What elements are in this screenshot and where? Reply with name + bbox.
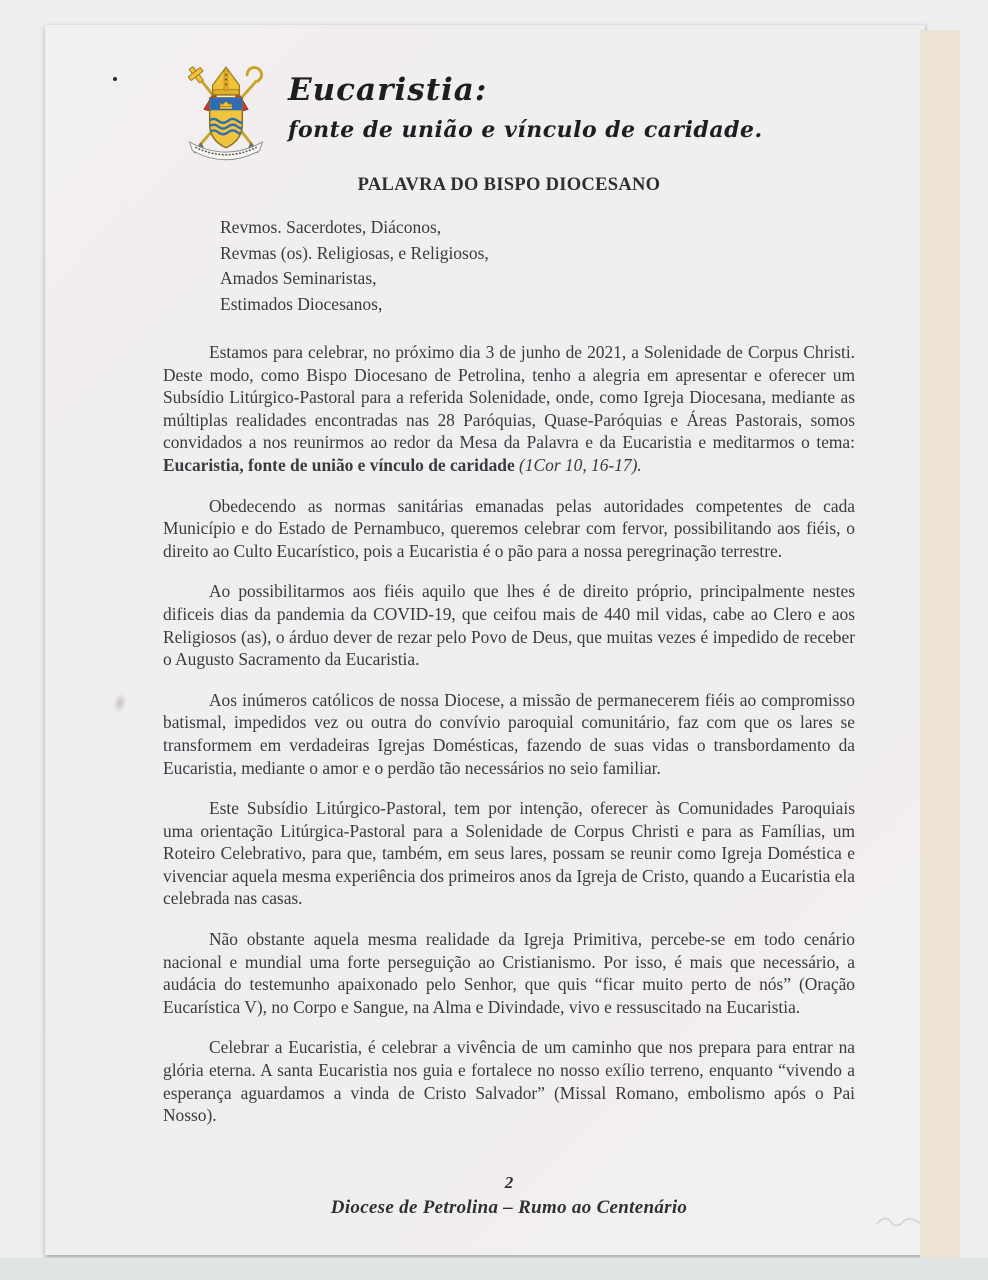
paragraph-5: Este Subsídio Litúrgico-Pastoral, tem por intenção, oferecer às Comunidades Paroquiais uma orientação Litúrgica-Pastoral para a Solenidade de Corpus Christi e para as Famílias, um Roteiro Celebrativo, para que, também, em seus lares, possam se reunir como Igreja Doméstica e vivenciar aquela mesma experiência dos primeiros anos da Igreja de Cristo, quando a Eucaristia ela celebrada nas casas. (163, 798, 855, 909)
scanner-background (0, 1258, 988, 1280)
document-title: PALAVRA DO BISPO DIOCESANO (357, 175, 661, 195)
paragraph-6: Não obstante aquela mesma realidade da Igreja Primitiva, percebe-se em todo cenário nacional e mundial uma forte perseguição ao Cristianismo. Por isso, é mais que necessário, a audácia do testemunho apaixonado pelo Senhor, que quis “ficar muito perto de nós” (Oração Eucarística V), no Corpo e Sangue, na Alma e Divindade, vivo e ressuscitado na Eucaristia. (163, 929, 855, 1017)
diocese-coat-of-arms-icon (178, 65, 274, 171)
scan-smudge (111, 692, 130, 715)
footer-motto: Diocese de Petrolina – Rumo ao Centenário (330, 1197, 688, 1218)
page-footer (163, 1171, 855, 1221)
salutation-line: Revmos. Sacerdotes, Diáconos, (220, 217, 442, 237)
paragraph-4: Aos inúmeros católicos de nossa Diocese, a missão de permanecerem fiéis ao compromisso batismal, impedidos vez ou outra do convívio paroquial comunitário, faz com que os lares se transformem em verdadeiras Igrejas Domésticas, fazendo de suas vidas o transbordamento da Eucaristia, mediante o amor e o perdão tão necessários no seio familiar. (163, 689, 855, 778)
letterhead (178, 65, 763, 171)
paragraph-7: Celebrar a Eucaristia, é celebrar a vivência de um caminho que nos prepara para entrar na glória eterna. A santa Eucaristia nos guia e fortalece no nosso exílio terreno, enquanto “vivendo a esperança aguardamos a vinda de Cristo Salvador” (Missal Romano, embolismo após o Pai Nosso). (163, 1037, 855, 1126)
letterhead-subtitle: fonte de união e vínculo de caridade. (288, 117, 763, 143)
letter-body (163, 341, 855, 1145)
paragraph-1-theme: Eucaristia, fonte de união e vínculo de caridade (163, 454, 520, 475)
letterhead-title: Eucaristia: (288, 72, 488, 108)
scan-speck (113, 77, 117, 81)
pencil-squiggle (875, 1210, 925, 1232)
salutation-line: Amados Seminaristas, (220, 268, 377, 288)
paragraph-1-citation: (1Cor 10, 16-17). (519, 454, 642, 475)
letterhead-text (288, 65, 763, 143)
scanned-page (45, 25, 925, 1255)
paragraph-3: Ao possibilitarmos aos fiéis aquilo que lhes é de direito próprio, principalmente nestes dificeis dias da pandemia da COVID-19, que ceifou mais de 440 mil vidas, cabe ao Clero e aos Religiosos (as), o árduo dever de rezar pelo Povo de Deus, que muitas vezes é impedido de receber o Augusto Sacramento da Eucaristia. (163, 581, 855, 670)
paragraph-2: Obedecendo as normas sanitárias emanadas pelas autoridades competentes de cada Município e do Estado de Pernambuco, queremos celebrar com fervor, possibilitando aos fiéis, o direito ao Culto Eucarístico, pois a Eucaristia é o pão para a nossa peregrinação terrestre. (163, 495, 855, 561)
salutation (220, 215, 855, 317)
salutation-line: Revmas (os). Religiosas, e Religiosos, (220, 242, 489, 263)
under-sheet-edge (920, 30, 960, 1258)
salutation-line: Estimados Diocesanos, (220, 293, 383, 314)
paragraph-1-text: Estamos para celebrar, no próximo dia 3 de junho de 2021, a Solenidade de Corpus Christi. Deste modo, como Bispo Diocesano de Petrolina, tenho a alegria em apresentar e oferecer um Subsídio Litúrgico-Pastoral para a referida Solenidade, onde, como Igreja Diocesana, mediante as múltiplas realidades encontradas nas 28 Paróquias, Quase-Paróquias e Áreas Pastorais, somos convidados a nos reunirmos ao redor da Mesa da Palavra e da Eucaristia e meditarmos o tema: (163, 342, 855, 453)
page-number: 2 (504, 1173, 514, 1192)
paragraph-1 (163, 341, 855, 477)
